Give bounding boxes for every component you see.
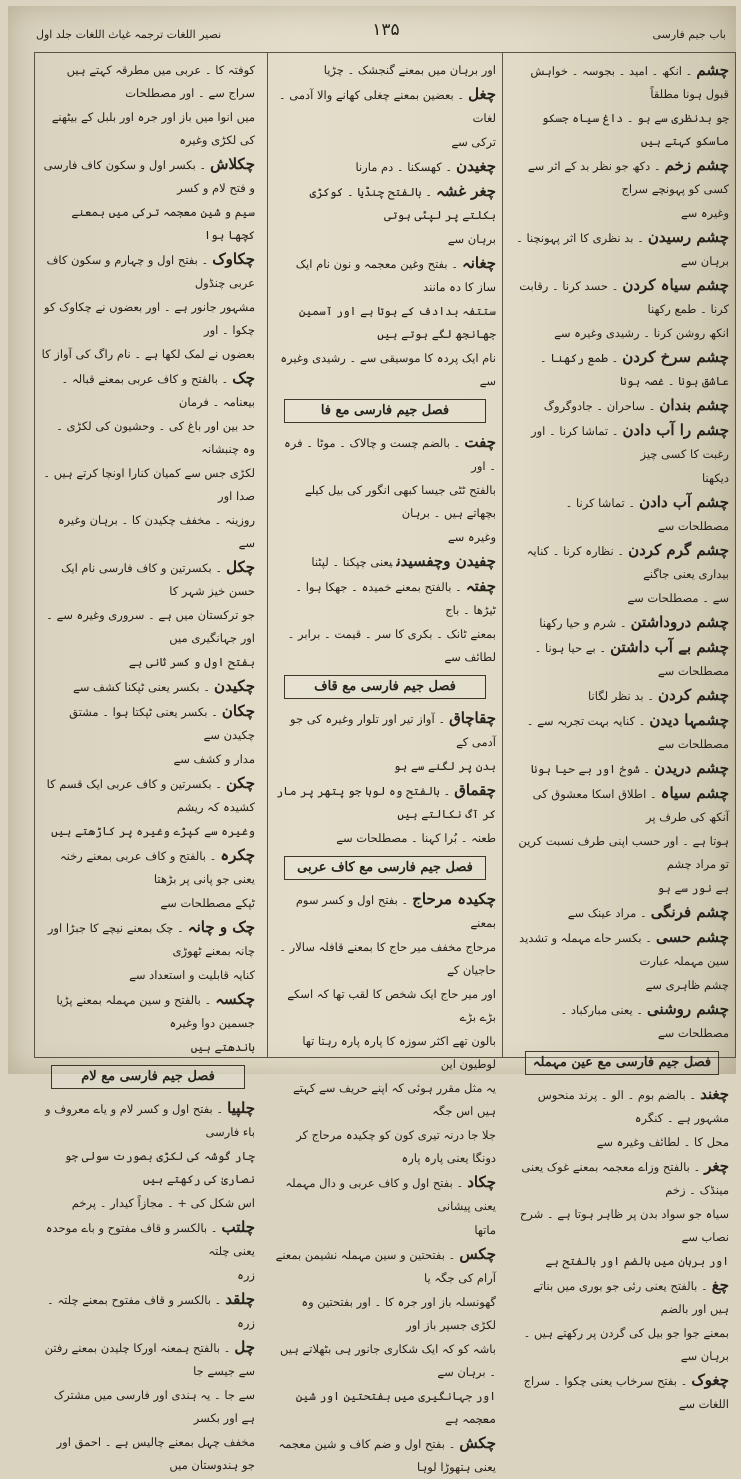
- entry-definition: برہان سے: [447, 232, 496, 246]
- entry-definition: جو بدنظری سے ہو ۔ داغ سیاہ جسکو ماسکو کہتے ہیں: [541, 111, 729, 148]
- dictionary-entry: [515, 877, 729, 900]
- entry-definition: روزینہ ۔ مخفف چکیدن کا ۔ برہان وغیرہ سے: [57, 513, 255, 550]
- entry-definition: یعنی چپکنا ۔ لپٹنا: [311, 555, 393, 569]
- dictionary-entry: [41, 820, 255, 843]
- entries-list: [274, 888, 496, 1479]
- entry-definition: حد بین اور باغ کی ۔ وحشیون کی لکڑی ۔ وہ چنبشانہ: [56, 419, 255, 456]
- entry-definition: ۔ بفتح اول و ضم کاف و شین معجمہ یعنی ہتھوڑا لوہا: [278, 1437, 496, 1474]
- dictionary-entry: [515, 709, 729, 756]
- entry-headword: چک و چانہ: [187, 918, 255, 936]
- entry-definition: ۔ بالفتح ہمعنہ اورکا چلیدن بمعنے رفتن سے جیسے جا: [44, 1341, 255, 1378]
- entry-definition: ۔ بالفتح و کاف عربی بمعنے قبالہ ۔ بیعنامہ ۔ فرمان: [61, 372, 255, 409]
- dictionary-entry: [515, 491, 729, 538]
- dictionary-entry: [274, 888, 496, 935]
- entry-definition: ۔ بفتح اول و کسر سوم بمعنے: [295, 893, 496, 930]
- entry-headword: چغوک: [691, 1371, 729, 1389]
- entry-headword: چغند: [700, 1085, 729, 1103]
- entry-definition: ۔ بفتحتین و سین مہملہ نشیمن بمعنے آرام کی جگہ یا: [275, 1248, 496, 1285]
- entry-definition: چار گوشہ کی لکڑی بصورت سولی جو نصاریٰ کی رکھتے ہیں: [64, 1149, 255, 1186]
- dictionary-entry: [274, 623, 496, 669]
- entry-headword: چکیدن: [214, 677, 255, 695]
- entry-headword: چکن: [226, 774, 255, 792]
- entry-definition: لکڑی جس سے کمیان کنارا اونچا کرتے ہیں ۔ صدا اور: [43, 466, 255, 503]
- entry-headword: چکلاش: [210, 155, 255, 173]
- dictionary-entry: [41, 892, 255, 915]
- entry-headword: چشم زخم: [664, 156, 729, 174]
- entry-headword: چشم دروداشتن: [630, 613, 729, 631]
- entry-definition: ۔ بفتح وغین معجمہ و نون نام ایک ساز کا دہ مانند: [295, 257, 496, 294]
- dictionary-entry: [515, 587, 729, 610]
- entry-definition: ۔ بالفتح و سین مہملہ بمعنے پڑیا جسمین دوا وغیرہ: [56, 993, 255, 1030]
- entry-definition: مرحاج مخفف میر حاج کا بمعنے قافلہ سالار ۔ حاجیان کے: [279, 940, 496, 977]
- dictionary-entry: [41, 1036, 255, 1059]
- entry-definition: سیاہ جو سواد بدن پر ظاہر ہوتا ہے ۔ شرح نصاب سے: [519, 1207, 729, 1244]
- entry-headword: چشم حسی: [655, 928, 729, 946]
- entry-headword: چک: [232, 369, 255, 387]
- dictionary-entry: [41, 700, 255, 747]
- dictionary-entry: [41, 1288, 255, 1335]
- dictionary-entry: [274, 575, 496, 622]
- dictionary-entry: [41, 106, 255, 152]
- entry-headword: چکس: [459, 1245, 496, 1263]
- dictionary-entry: [515, 274, 729, 321]
- entry-definition: میں انوا میں باز اور جرہ اور بلبل کے بیٹھنے کی لکڑی وغیرہ: [51, 110, 255, 147]
- entry-definition: وغیرہ سے: [447, 530, 496, 544]
- dictionary-entry: [515, 1203, 729, 1249]
- entry-definition: مشہور جانور ہے ۔ اور بعضوں نے چکاوک کو چکوا ۔ اور: [44, 300, 255, 337]
- dictionary-entry: [41, 1216, 255, 1263]
- dictionary-entry: [274, 1291, 496, 1337]
- entry-definition: ۔ بالفتح وزاے معجمہ بمعنے غوک یعنی مینڈک ۔ زخم: [521, 1160, 729, 1197]
- entry-definition: ۔ تماشا کرنا ۔ اور رغبت کا کسی چیز: [531, 424, 729, 461]
- entry-headword: چشم کردن: [658, 686, 729, 704]
- entry-headword: چلقد: [225, 1290, 255, 1308]
- dictionary-entry: [515, 59, 729, 106]
- entry-headword: چلتب: [221, 1218, 255, 1236]
- dictionary-entry: [274, 347, 496, 393]
- entry-definition: ۔ شرم و حیا رکھنا: [539, 616, 627, 630]
- dictionary-entry: [41, 59, 255, 105]
- entries-list: [41, 1097, 255, 1477]
- entry-headword: چشم آب دادن: [639, 493, 729, 511]
- dictionary-entry: [41, 1336, 255, 1383]
- dictionary-entry: [41, 1431, 255, 1477]
- entry-headword: چکل: [226, 558, 255, 576]
- entry-definition: ۔ بالفتح یعنی رئی جو بوری میں بناتے ہیں اور بالضم: [533, 1279, 729, 1316]
- dictionary-entry: [274, 431, 496, 478]
- dictionary-entry: [41, 748, 255, 771]
- entry-definition: ۔ بد نظری کا اثر پہونچنا ۔ برہان سے: [516, 231, 729, 268]
- entry-definition: جلا جا درنہ تیری کون کو چکیدہ مرحاج کر دونگا یعنی پارہ پارہ: [296, 1128, 496, 1165]
- entry-definition: کوفتہ کا ۔ عربی میں مطرقہ کہتے ہیں سراج سے ۔ اور مصطلحات: [66, 63, 255, 100]
- page-header: [36, 18, 726, 52]
- entry-definition: باشہ کو کہ ایک شکاری جانور ہی بٹھلاتے ہیں ۔ برہان سے: [279, 1342, 496, 1379]
- column-right: [509, 53, 735, 1411]
- entries-list: [274, 431, 496, 669]
- entry-headword: چغانہ: [461, 254, 496, 272]
- entry-definition: ۔ بکسر حاے مہملہ و تشدید سین مہملہ عبارت: [519, 931, 729, 968]
- dictionary-entry: [515, 419, 729, 466]
- entry-definition: ۔ شوخ اور بے حیا ہونا: [530, 762, 651, 776]
- entry-definition: ۔ بالفتح چنڈیا ۔ کوکڑی بکلتے پر لپٹی ہوتی: [309, 185, 496, 222]
- entry-definition: ۔ بکسر یعنی ٹپکتا ہوا ۔ مشتق چکیدن سے: [69, 705, 255, 742]
- entry-definition: ۔ تماشا کرنا ۔ مصطلحات سے: [565, 496, 729, 533]
- entry-definition: ۔ بالضم بوم ۔ الو ۔ پرند منحوس مشہور ہے ۔ کنگرہ: [537, 1088, 729, 1125]
- entry-definition: ۔ بد نظر لگانا: [588, 689, 655, 703]
- dictionary-entry: [41, 1145, 255, 1191]
- dictionary-entry: [274, 59, 496, 82]
- entry-definition: ۔ بفتح سرخاب یعنی چکوا ۔ سراج اللغات سے: [523, 1374, 729, 1411]
- dictionary-entry: [41, 916, 255, 963]
- dictionary-entry: [515, 998, 729, 1045]
- dictionary-entry: [41, 772, 255, 819]
- entry-definition: سیم و شین معجمہ ترکی میں بمعنے کچھا ہوا: [71, 205, 255, 242]
- entries-list: [515, 59, 729, 1045]
- dictionary-entry: [41, 1192, 255, 1215]
- entry-definition: ۔ بفتح اول و چہارم و سکون کاف عربی چنڈول: [46, 253, 255, 290]
- dictionary-entry: [274, 1338, 496, 1384]
- dictionary-entry: [515, 636, 729, 683]
- entry-headword: چشم سیاہ: [660, 784, 729, 802]
- entry-definition: اور برہان میں بمعنے گنجشک ۔ چڑیا: [323, 63, 496, 77]
- dictionary-entry: [515, 1250, 729, 1273]
- dictionary-entry: [515, 539, 729, 586]
- entry-definition: مدار و کشف سے: [173, 752, 255, 766]
- dictionary-entry: [515, 1322, 729, 1368]
- entry-definition: ۔ بالفتح بمعنے خمیدہ ۔ جھکا ہوا ۔ ٹیڑھا ۔ باج: [295, 580, 496, 617]
- dictionary-entry: [515, 154, 729, 201]
- dictionary-entry: [274, 1077, 496, 1123]
- entry-headword: چلپیا: [227, 1099, 255, 1117]
- entries-list: [274, 59, 496, 393]
- entry-definition: بعضوں نے لمک لکھا ہے ۔ نام راگ کی آواز کا: [41, 347, 255, 361]
- section-heading: فصل جیم فارسی مع عین مہملہ: [525, 1051, 719, 1075]
- entry-definition: باندھتے ہیں: [190, 1040, 255, 1054]
- entry-headword: چشم بے آب داشتن: [610, 638, 729, 656]
- dictionary-entry: [41, 462, 255, 508]
- dictionary-entry: [41, 675, 255, 699]
- dictionary-entry: [515, 1131, 729, 1154]
- dictionary-entry: [274, 526, 496, 549]
- entry-definition: ۔ کھسکنا ۔ دم مارنا: [355, 160, 453, 174]
- dictionary-entry: [515, 346, 729, 393]
- dictionary-entry: [41, 1384, 255, 1430]
- dictionary-entry: [274, 83, 496, 130]
- dictionary-entry: [274, 983, 496, 1029]
- dictionary-entry: [274, 1124, 496, 1170]
- dictionary-entry: [41, 651, 255, 674]
- entry-headword: چقماق: [454, 781, 496, 799]
- entry-definition: ۔ دکھ جو نظر بد کے اثر سے کسی کو پہونچے سراج: [527, 159, 729, 196]
- entry-definition: ۔ انکھ ۔ امید ۔ بجوسہ ۔ خواہش قبول ہونا مطلقاً: [530, 64, 729, 101]
- entry-headword: چغل: [468, 85, 496, 103]
- entry-definition: سے ۔ مصطلحات سے: [627, 591, 729, 605]
- entry-definition: ماتھا: [474, 1223, 496, 1237]
- entry-definition: زرہ: [237, 1268, 255, 1282]
- entry-definition: ترکی سے: [451, 135, 496, 149]
- header-book-title: نصیر اللغات ترجمہ غیاث اللغات جلد اول: [36, 28, 222, 41]
- dictionary-entry: [274, 936, 496, 982]
- entries-list: [515, 1083, 729, 1416]
- entry-headword: چشم فرنگی: [650, 903, 729, 921]
- entry-definition: کنایہ قابلیت و استعداد سے: [129, 968, 255, 982]
- entry-definition: ۔ حسد کرنا ۔ رقابت کرنا ۔ طمع رکھنا: [519, 279, 729, 316]
- entry-definition: ۔ بعضین بمعنے چغلی کھانے والا آدمی ۔ لغات: [278, 88, 496, 125]
- dictionary-entry: [515, 757, 729, 781]
- page-number: ۱۳۵: [372, 20, 400, 40]
- dictionary-entry: [274, 1171, 496, 1218]
- dictionary-entry: [515, 782, 729, 829]
- entry-definition: ۔ بکسر یعنی ٹپکنا کشف سے: [73, 680, 211, 694]
- entry-definition: ۔ بالکسر و قاف مفتوح بمعنے چلتہ ۔ زرہ: [47, 1293, 255, 1330]
- entry-definition: اور میر حاج ایک شخص کا لقب تھا کہ اسکے بڑے بڑے: [287, 987, 496, 1024]
- entry-headword: چغ: [711, 1276, 729, 1294]
- entry-headword: چشم دریدن: [654, 759, 729, 777]
- dictionary-entry: [515, 1274, 729, 1321]
- dictionary-entry: [515, 107, 729, 153]
- entry-headword: چشم سرخ کردن: [622, 348, 729, 366]
- entry-definition: چشم ظاہری سے: [645, 978, 729, 992]
- entry-definition: ۔ بفتح اول و کسر لام و یاے معروف و باء فارسی: [45, 1102, 255, 1139]
- entry-definition: ۔ بکسرتین و کاف فارسی نام ایک حسن خیز شہر کا: [61, 561, 255, 598]
- dictionary-entry: [274, 479, 496, 525]
- entry-definition: ۔ چک بمعنے نیچے کا جبڑا اور چانہ بمعنے ٹھوڑی: [47, 921, 255, 958]
- dictionary-entry: [515, 830, 729, 876]
- entry-definition: ۔ بکسرتین و کاف عربی ایک قسم کا کشیدہ کہ ریشم: [46, 777, 255, 814]
- dictionary-entry: [274, 155, 496, 179]
- entry-definition: ۔ بفتح اول و کاف عربی و دال مہملہ یعنی پیشانی: [285, 1176, 496, 1213]
- dictionary-entry: [274, 755, 496, 778]
- dictionary-entry: [41, 343, 255, 366]
- dictionary-entry: [515, 226, 729, 273]
- dictionary-entry: [274, 300, 496, 346]
- dictionary-entry: [274, 228, 496, 251]
- entry-definition: ۔ بالفتح و کاف عربی بمعنے رخنہ یعنی جو پانی پر بڑھتا: [59, 849, 255, 886]
- entry-headword: چکرہ: [220, 846, 255, 864]
- dictionary-entry: [515, 611, 729, 635]
- entry-headword: چشم را آب دادن: [622, 421, 729, 439]
- entry-definition: بے نور سے ہو: [657, 881, 729, 895]
- dictionary-entry: [515, 1369, 729, 1416]
- dictionary-entry: [41, 844, 255, 891]
- dictionary-entry: [41, 248, 255, 295]
- dictionary-entry: [274, 131, 496, 154]
- entry-definition: طعنہ ۔ بُرا کہنا ۔ مصطلحات سے: [336, 831, 496, 845]
- entry-headword: چفت: [464, 433, 496, 451]
- dictionary-columns: [34, 52, 736, 1474]
- entry-definition: ۔ اطلاق اسکا معشوق کی آنکھ کی طرف پر: [532, 787, 729, 824]
- section-heading: فصل جیم فارسی مع قاف: [284, 675, 486, 699]
- dictionary-entry: [41, 988, 255, 1035]
- dictionary-entry: [515, 901, 729, 925]
- entry-definition: بمعنے ٹانک ۔ بکری کا سر ۔ قیمت ۔ برابر ۔ لطائف سے: [287, 627, 496, 664]
- dictionary-entry: [41, 509, 255, 555]
- entry-headword: چقاچاق: [449, 709, 496, 727]
- entry-definition: مخفف چہل بمعنے چالیس ہے ۔ احمق اور جو ہندوستان میں: [56, 1435, 255, 1472]
- dictionary-entry: [274, 707, 496, 754]
- entry-definition: سے جا ۔ یہ ہندی اور فارسی میں مشترک ہے اور بکسر: [53, 1388, 255, 1425]
- dictionary-entry: [274, 1385, 496, 1431]
- header-right-title: باب جیم فارسی: [652, 28, 726, 41]
- entry-definition: جو ترکستان میں ہے ۔ سروری وغیرہ سے ۔ اور جہانگیری میں: [46, 608, 255, 645]
- entry-headword: چل: [234, 1338, 255, 1356]
- dictionary-entry: [41, 556, 255, 603]
- entry-definition: بفتح اول و کسر ثانی ہے: [128, 655, 255, 669]
- entry-definition: ۔ بکسر اول و سکون کاف فارسی و فتح لام و کسر: [43, 158, 255, 195]
- dictionary-entry: [274, 550, 496, 574]
- entry-headword: چغر: [704, 1157, 729, 1175]
- entry-definition: ۔ کنایہ بہت تجربہ سے ۔ مصطلحات سے: [526, 714, 729, 751]
- dictionary-entry: [41, 367, 255, 414]
- dictionary-entry: [515, 202, 729, 225]
- entry-headword: چغیدن: [456, 157, 496, 175]
- entries-list: [274, 707, 496, 850]
- dictionary-entry: [274, 1030, 496, 1076]
- entry-definition: دیکھنا: [702, 471, 729, 485]
- dictionary-entry: [274, 1243, 496, 1290]
- dictionary-entry: [41, 1097, 255, 1144]
- dictionary-entry: [515, 926, 729, 973]
- entry-definition: اور برہان میں بالضم اور بالفتح ہے: [545, 1254, 729, 1268]
- entry-definition: ۔ نظارہ کرنا ۔ کنایہ بیداری یعنی جاگنے: [526, 544, 729, 581]
- entry-headword: چکاوک: [212, 250, 255, 268]
- entry-headword: چکان: [221, 702, 255, 720]
- section-heading: فصل جیم فارسی مع فا: [284, 399, 486, 423]
- entry-definition: وغیرہ سے کپڑے وغیرہ پر کاڑھتے ہیں: [51, 824, 255, 838]
- dictionary-entry: [274, 779, 496, 826]
- entry-definition: ۔ بے حیا ہونا ۔ مصطلحات سے: [534, 641, 729, 678]
- entry-definition: نام ایک پردہ کا موسیقی سے ۔ رشیدی وغیرہ سے: [280, 351, 496, 388]
- entry-headword: چشم: [696, 61, 729, 79]
- dictionary-entry: [41, 201, 255, 247]
- entry-headword: چکیدہ مرحاج: [412, 890, 496, 908]
- dictionary-entry: [515, 1083, 729, 1130]
- entry-definition: یہ مثل مقرر ہوئی کہ اپنے حریف سے کہتے ہیں اس جگہ: [292, 1081, 496, 1118]
- entry-definition: محل کا ۔ لطائف وغیرہ سے: [596, 1135, 729, 1149]
- entry-definition: بدن پر لگنے سے ہو: [393, 759, 496, 773]
- dictionary-entry: [515, 322, 729, 345]
- entry-definition: بالون تھے اکثر سوزہ کا پارہ پارہ رہتا تھا لوطیون این: [302, 1034, 496, 1071]
- entry-definition: ۔ ساحران ۔ جادوگروگ: [543, 399, 656, 413]
- entry-definition: اور جہانگیری میں بفتحتین اور شین معجمہ ہے: [295, 1389, 496, 1426]
- entry-headword: چشم گرم کردن: [628, 541, 729, 559]
- entries-list: [41, 59, 255, 1059]
- dictionary-entry: [515, 684, 729, 708]
- dictionary-entry: [41, 1264, 255, 1287]
- dictionary-entry: [515, 1155, 729, 1202]
- dictionary-entry: [515, 467, 729, 490]
- entry-definition: ۔ بالفتح وہ لوہا جو پتھر پر مار کر آگ نکالتے ہیں: [276, 784, 496, 821]
- section-heading: فصل جیم فارسی مع کاف عربی: [284, 856, 486, 880]
- dictionary-entry: [41, 415, 255, 461]
- entry-headword: چشم روشنی: [647, 1000, 729, 1018]
- entry-definition: گھونسلہ باز اور جرہ کا ۔ اور بفتحتین وہ لکڑی جسپر باز اور: [301, 1295, 496, 1332]
- dictionary-entry: [41, 604, 255, 650]
- entry-definition: بمعنے جوا جو بیل کی گردن پر رکھتے ہیں ۔ برہان سے: [523, 1326, 729, 1363]
- page-sheet: [8, 6, 736, 1474]
- dictionary-entry: [274, 1432, 496, 1479]
- entry-definition: ۔ آواز تیر اور تلوار وغیرہ کی جو آدمی کے: [290, 712, 496, 749]
- dictionary-entry: [41, 153, 255, 200]
- entry-definition: انکھ روشن کرنا ۔ رشیدی وغیرہ سے: [554, 326, 729, 340]
- column-left: [35, 53, 261, 1472]
- entry-definition: بالفتح ٹٹی جیسا کبھی انگور کی بیل کیلے بچھاتے ہیں ۔ برہان: [304, 483, 496, 520]
- entry-headword: چشمہا دیدن: [649, 711, 729, 729]
- entry-headword: چکش: [459, 1434, 496, 1452]
- entry-definition: ہوتا ہے ۔ اور حسب اپنی طرف نسبت کرین تو مراد چشم: [518, 834, 729, 871]
- entry-definition: ۔ یعنی مبارکباد ۔ مصطلحات سے: [560, 1003, 729, 1040]
- entry-headword: چکاد: [467, 1173, 496, 1191]
- column-middle: [267, 53, 503, 1474]
- dictionary-entry: [41, 964, 255, 987]
- dictionary-entry: [274, 1219, 496, 1242]
- entry-definition: ستتفہ بدادف کے ہوتا ہے اور آسمین جھانجھ لگے ہوتے ہیں: [298, 304, 496, 341]
- entry-headword: چشم سیاہ کردن: [622, 276, 729, 294]
- entry-definition: اس شکل کی + ۔ مجازاً کیدار ۔ پرخم: [71, 1196, 255, 1210]
- entry-headword: چفتہ: [465, 577, 496, 595]
- entry-headword: چشم رسیدن: [647, 228, 729, 246]
- dictionary-entry: [515, 394, 729, 418]
- entry-headword: چکسہ: [215, 990, 255, 1008]
- section-heading: فصل جیم فارسی مع لام: [51, 1065, 245, 1089]
- entry-definition: ٹپکے مصطلحات سے: [160, 896, 255, 910]
- entry-headword: چغر غشہ: [435, 182, 496, 200]
- entry-definition: ۔ بالضم چست و چالاک ۔ موٹا ۔ فرہ ۔ اور: [284, 436, 496, 473]
- dictionary-entry: [274, 827, 496, 850]
- dictionary-entry: [41, 296, 255, 342]
- dictionary-entry: [274, 180, 496, 227]
- entry-definition: وغیرہ سے: [680, 206, 729, 220]
- entry-definition: ۔ بالکسر و قاف مفتوح و باے موحدہ یعنی چلتہ: [45, 1221, 255, 1258]
- entry-definition: ۔ طمع رکھنا ۔ عاشق ہونا ۔ غصہ ہونا: [539, 351, 729, 388]
- entry-headword: چفیدن وچفسیدن: [396, 552, 496, 570]
- dictionary-entry: [515, 974, 729, 997]
- entry-definition: ۔ مراد عینک سے: [567, 906, 647, 920]
- dictionary-entry: [274, 252, 496, 299]
- entry-headword: چشم بندان: [659, 396, 729, 414]
